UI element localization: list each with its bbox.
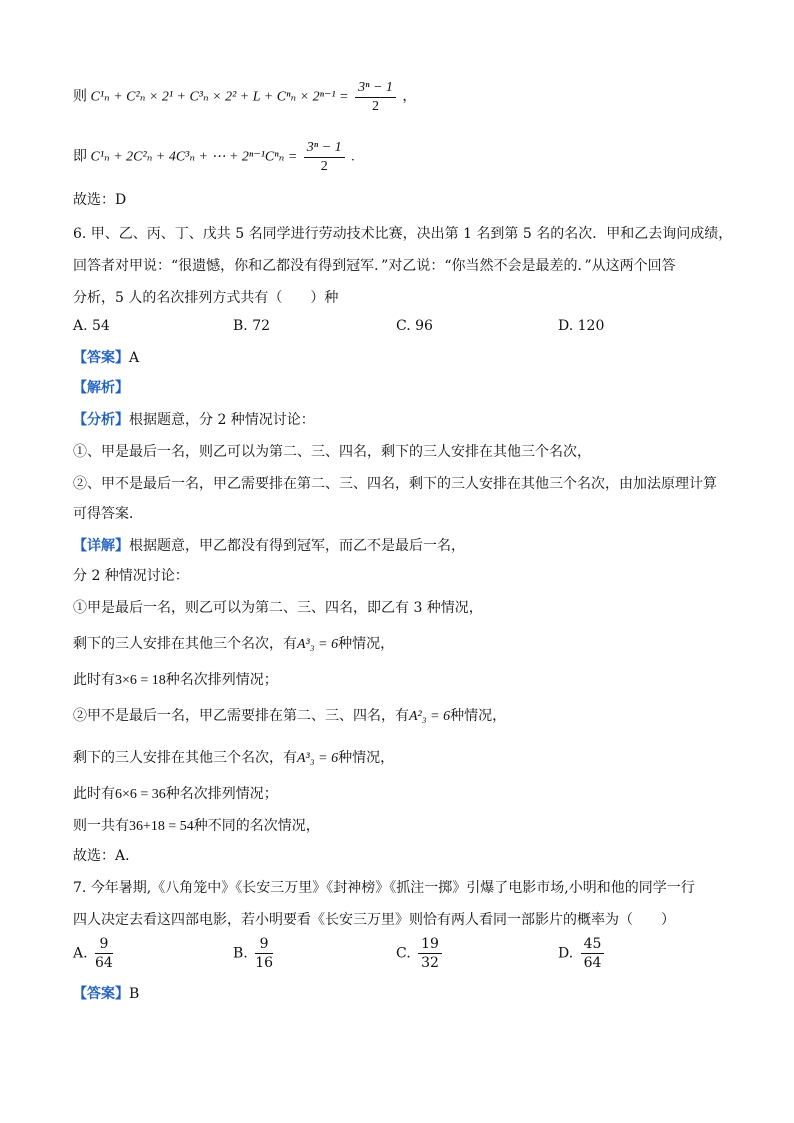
xiangjie-conclusion: 故选：A． bbox=[73, 848, 140, 864]
fenxi-case-2: ②、甲不是最后一名，甲乙需要排在第二、三、四名，剩下的三人安排在其他三个名次，由加法原理计算 bbox=[73, 476, 717, 492]
question-6-line-1: 6. 甲、乙、丙、丁、戊共 5 名同学进行劳动技术比赛，决出第 1 名到第 5 名的名次．甲和乙去询问成绩， bbox=[73, 226, 733, 242]
question-7-option-b-fraction bbox=[255, 936, 273, 971]
question-7-option-d-label: D. bbox=[558, 945, 574, 962]
formula-1-suffix: ， bbox=[402, 89, 417, 105]
question-7-option-d-num: 45 bbox=[581, 936, 605, 954]
xiangjie-line-3: ①甲是最后一名，则乙可以为第二、三、四名，即乙有 3 种情况， bbox=[73, 600, 483, 616]
formula-1-denominator: 2 bbox=[371, 99, 379, 114]
answer-7-line bbox=[73, 984, 139, 1004]
question-7-option-d bbox=[558, 936, 607, 971]
question-6-option-d: D. 120 bbox=[558, 318, 605, 334]
xiangjie-line-4 bbox=[73, 634, 394, 655]
question-7-line-2: 四人决定去看这四部电影，若小明要看《长安三万里》则恰有两人看同一部影片的概率为（ ） bbox=[73, 912, 675, 928]
question-7-line-1: 7. 今年暑期,《八角笼中》《长安三万里》《封神榜》《抓注一掷》引爆了电影市场,小明和他的同学一行 bbox=[73, 880, 695, 896]
answer-6-value: A bbox=[129, 350, 140, 366]
formula-1-lhs: C¹ₙ + C²ₙ × 2¹ + C³ₙ × 2² + L + Cⁿₙ × 2ⁿ⁻¹ = bbox=[90, 89, 349, 105]
question-7-option-a bbox=[73, 936, 116, 971]
formula-2-fraction bbox=[304, 140, 345, 175]
xiangjie-line-9-text-a: 则一共有 bbox=[73, 818, 129, 834]
xiangjie-line-5 bbox=[73, 670, 278, 691]
fenxi-line bbox=[73, 410, 315, 430]
question-6-option-b: B. 72 bbox=[233, 318, 271, 334]
xiangjie-line-2: 分 2 种情况讨论： bbox=[73, 568, 189, 584]
answer-tag-7: 【答案】 bbox=[73, 986, 129, 1002]
question-6-option-a: A. 54 bbox=[73, 318, 110, 334]
xiangjie-line-6 bbox=[73, 706, 506, 727]
fenxi-tag: 【分析】 bbox=[73, 412, 129, 428]
question-7-option-b-den: 16 bbox=[255, 955, 274, 971]
xiangjie-line-8-text-a: 此时有 bbox=[73, 786, 115, 802]
fenxi-text: 根据题意，分 2 种情况讨论： bbox=[129, 412, 315, 428]
answer-tag: 【答案】 bbox=[73, 350, 129, 366]
fenxi-case-2-cont: 可得答案． bbox=[73, 506, 143, 522]
formula-2-suffix: . bbox=[351, 149, 355, 165]
question-7-option-c-fraction bbox=[418, 936, 442, 971]
xiangjie-line-6-math: A²₃ = 6 bbox=[409, 709, 451, 724]
xiangjie-line-6-text-b: 种情况， bbox=[450, 708, 507, 724]
answer-7-value: B bbox=[129, 986, 140, 1002]
formula-2-denominator: 2 bbox=[320, 159, 328, 174]
formula-1-prefix: 则 bbox=[73, 89, 87, 105]
question-7-option-a-label: A. bbox=[73, 945, 88, 962]
question-7-option-c-label: C. bbox=[396, 945, 411, 962]
xiangjie-line-5-text-a: 此时有 bbox=[73, 672, 115, 688]
xiangjie-line-9 bbox=[73, 816, 320, 837]
formula-1-fraction bbox=[355, 80, 396, 115]
xiangjie-line-9-math: 36+18 = 54 bbox=[129, 819, 194, 834]
xiangjie-line bbox=[73, 536, 465, 556]
answer-choice-line: 故选：D bbox=[73, 192, 127, 208]
xiangjie-line-7-text-a: 剩下的三人安排在其他三个名次，有 bbox=[73, 750, 297, 766]
xiangjie-text: 根据题意，甲乙都没有得到冠军，而乙不是最后一名， bbox=[129, 538, 465, 554]
xiangjie-line-4-math: A³₃ = 6 bbox=[297, 637, 339, 652]
question-7-option-d-fraction bbox=[581, 936, 605, 971]
question-7-option-a-fraction bbox=[95, 936, 113, 971]
question-7-option-b bbox=[233, 936, 276, 971]
xiangjie-line-7-text-b: 种情况， bbox=[338, 750, 395, 766]
question-7-option-c-den: 32 bbox=[421, 955, 439, 971]
xiangjie-line-5-text-b: 种名次排列情况； bbox=[165, 672, 278, 688]
xiangjie-line-9-text-b: 种不同的名次情况， bbox=[193, 818, 320, 834]
formula-line-1 bbox=[73, 80, 416, 115]
formula-2-numerator: 3ⁿ − 1 bbox=[304, 140, 345, 158]
xiangjie-line-8-math: 6×6 = 36 bbox=[115, 787, 166, 802]
xiangjie-line-4-text-b: 种情况， bbox=[338, 636, 395, 652]
xiangjie-tag: 【详解】 bbox=[73, 538, 129, 554]
xiangjie-line-7-math: A³₃ = 6 bbox=[297, 751, 339, 766]
question-7-option-b-label: B. bbox=[233, 945, 248, 962]
xiangjie-line-5-math: 3×6 = 18 bbox=[115, 673, 166, 688]
jiexi-line bbox=[73, 378, 129, 398]
question-7-option-a-den: 64 bbox=[95, 955, 113, 971]
formula-2-lhs: C¹ₙ + 2C²ₙ + 4C³ₙ + ⋯ + 2ⁿ⁻¹Cⁿₙ = bbox=[90, 149, 298, 165]
xiangjie-line-7 bbox=[73, 748, 394, 769]
question-6-line-3: 分析，5 人的名次排列方式共有（ ）种 bbox=[73, 290, 339, 306]
question-7-option-a-num: 9 bbox=[95, 936, 113, 954]
xiangjie-line-8-text-b: 种名次排列情况； bbox=[165, 786, 278, 802]
formula-1-numerator: 3ⁿ − 1 bbox=[355, 80, 396, 98]
question-6-line-2: 回答者对甲说：“很遗憾，你和乙都没有得到冠军．”对乙说：“你当然不会是最差的．”从这两个回答 bbox=[73, 258, 676, 274]
question-7-option-c bbox=[396, 936, 445, 971]
jiexi-tag: 【解析】 bbox=[73, 380, 129, 396]
question-7-option-c-num: 19 bbox=[418, 936, 442, 954]
formula-line-2 bbox=[73, 140, 355, 175]
xiangjie-line-8 bbox=[73, 784, 278, 805]
xiangjie-line-4-text-a: 剩下的三人安排在其他三个名次，有 bbox=[73, 636, 297, 652]
question-7-option-d-den: 64 bbox=[583, 955, 602, 971]
formula-2-prefix: 即 bbox=[73, 149, 87, 165]
question-7-option-b-num: 9 bbox=[255, 936, 273, 954]
answer-6-line bbox=[73, 348, 139, 368]
question-6-option-c: C. 96 bbox=[396, 318, 433, 334]
xiangjie-line-6-text-a: ②甲不是最后一名，甲乙需要排在第二、三、四名，有 bbox=[73, 708, 409, 724]
fenxi-case-1: ①、甲是最后一名，则乙可以为第二、三、四名，剩下的三人安排在其他三个名次， bbox=[73, 444, 591, 460]
